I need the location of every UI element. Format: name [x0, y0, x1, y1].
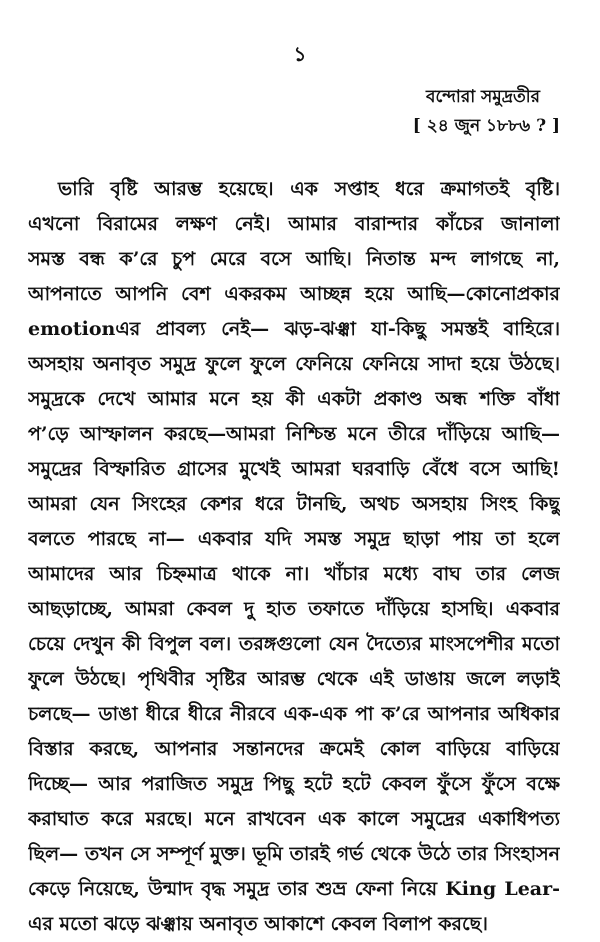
text-line: বিস্তার করছে, আপনার সন্তানদের ক্রমেই কোল বাড়িয়ে বাড়িয়ে: [28, 738, 560, 760]
text-line: সমস্ত বন্ধ ক’রে চুপ মেরে বসে আছি। নিতান্ত মন্দ লাগছে না,: [28, 248, 560, 270]
text-line: emotionএর প্রাবল্য নেই— ঝড়-ঝঞ্ঝা যা-কিছু সমস্তই বাহিরে।: [28, 318, 560, 340]
text-line: সমুদ্রকে দেখে আমার মনে হয় কী একটা প্রকাণ্ড অন্ধ শক্তি বাঁধা: [28, 388, 560, 410]
letter-date: [ ২৪ জুন ১৮৮৬ ? ]: [412, 116, 560, 136]
text-line: আছড়াচ্ছে, আমরা কেবল দু হাত তফাতে দাঁড়িয়ে হাসছি। একবার: [28, 598, 560, 620]
text-line: কেড়ে নিয়েছে, উন্মাদ বৃদ্ধ সমুদ্র তার শুভ্র ফেনা নিয়ে King Lear-: [28, 878, 560, 900]
text-line: করাঘাত করে মরছে। মনে রাখবেন এক কালে সমুদ্রের একাধিপত্য: [28, 808, 560, 830]
letter-place: বন্দোরা সমুদ্রতীর: [426, 87, 540, 107]
text-line: ফুলে উঠছে। পৃথিবীর সৃষ্টির আরম্ভ থেকে এই ডাঙায় জলে লড়াই: [28, 668, 560, 690]
letter-body: [28, 172, 560, 942]
text-line: দিচ্ছে— আর পরাজিত সমুদ্র পিছু হটে হটে কেবল ফুঁসে ফুঁসে বক্ষে: [28, 773, 560, 795]
text-line: এর মতো ঝড়ে ঝঞ্ঝায় অনাবৃত আকাশে কেবল বিলাপ করছে।: [28, 913, 488, 935]
text-line: প’ড়ে আস্ফালন করছে—আমরা নিশ্চিন্ত মনে তীরে দাঁড়িয়ে আছি—: [28, 423, 560, 445]
text-line: আপনাতে আপনি বেশ একরকম আচ্ছন্ন হয়ে আছি—কোনোপ্রকার: [28, 283, 560, 305]
text-line: চলছে— ডাঙা ধীরে ধীরে নীরবে এক-এক পা ক’রে আপনার অধিকার: [28, 703, 560, 725]
text-line: ছিল— তখন সে সম্পূর্ণ মুক্ত। ভূমি তারই গর্ভ থেকে উঠে তার সিংহাসন: [28, 843, 560, 865]
text-line: এখনো বিরামের লক্ষণ নেই। আমার বারান্দার কাঁচের জানালা: [28, 213, 560, 235]
text-line: আমরা যেন সিংহের কেশর ধরে টানছি, অথচ অসহায় সিংহ কিছু: [28, 493, 560, 515]
text-line: বলতে পারছে না— একবার যদি সমস্ত সমুদ্র ছাড়া পায় তা হলে: [28, 528, 560, 550]
page-number: ১: [293, 42, 307, 66]
text-line: আমাদের আর চিহ্নমাত্র থাকে না। খাঁচার মধ্যে বাঘ তার লেজ: [28, 563, 560, 585]
text-line: অসহায় অনাবৃত সমুদ্র ফুলে ফুলে ফেনিয়ে ফেনিয়ে সাদা হয়ে উঠছে।: [28, 353, 560, 375]
text-line: চেয়ে দেখুন কী বিপুল বল। তরঙ্গগুলো যেন দৈত্যের মাংসপেশীর মতো: [28, 633, 560, 655]
text-line: ভারি বৃষ্টি আরম্ভ হয়েছে। এক সপ্তাহ ধরে ক্রমাগতই বৃষ্টি।: [58, 178, 560, 200]
text-line: সমুদ্রের বিস্ফারিত গ্রাসের মুখেই আমরা ঘরবাড়ি বেঁধে বসে আছি!: [28, 458, 560, 480]
